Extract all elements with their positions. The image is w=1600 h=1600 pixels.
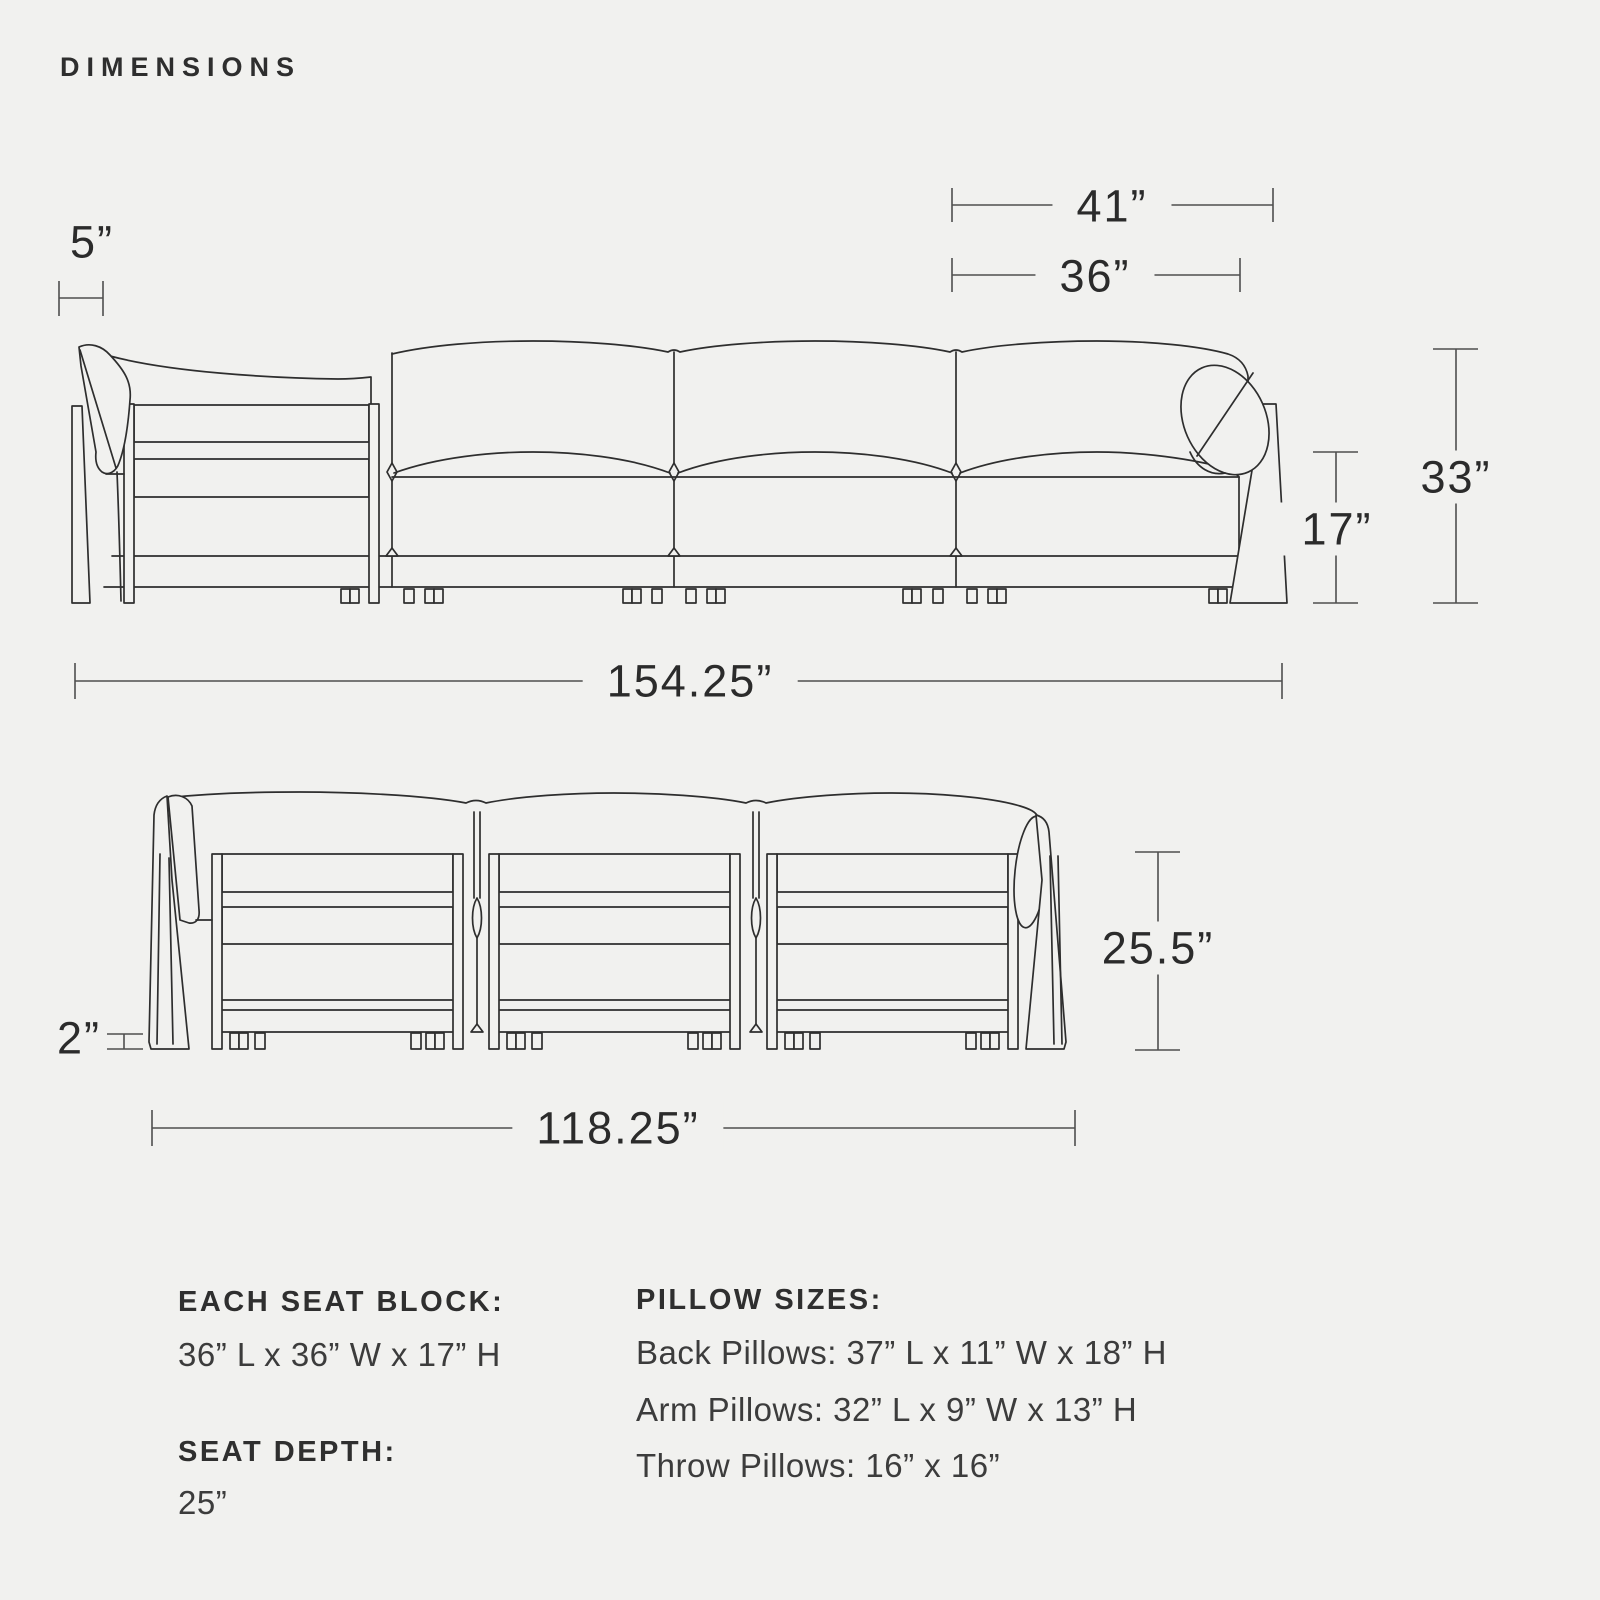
dim-label-overall-depth: 118.25” <box>512 1102 723 1155</box>
dim-label-overall-length: 154.25” <box>583 655 798 708</box>
dim-label-leg-height: 2” <box>51 1012 107 1065</box>
back-view-legs <box>230 1033 999 1049</box>
dim-label-seat-height: 17” <box>1277 503 1396 556</box>
side-view-legs <box>341 589 1227 603</box>
arm-pillows-value: Arm Pillows: 32” L x 9” W x 13” H <box>636 1391 1138 1428</box>
dim-label-arm-width: 5” <box>64 216 120 269</box>
dim-label-back-frame-height: 25.5” <box>1078 922 1239 975</box>
dim-label-seat-block-width: 36” <box>1035 250 1154 303</box>
dim-label-corner-seat-width: 41” <box>1052 180 1171 233</box>
back-pillows-value: Back Pillows: 37” L x 11” W x 18” H <box>636 1334 1167 1371</box>
left-arm <box>72 406 90 603</box>
dim-label-overall-height: 33” <box>1396 451 1515 504</box>
side-view-drawing <box>72 341 1287 603</box>
seat-block-value: 36” L x 36” W x 17” H <box>178 1336 501 1373</box>
seat-depth-heading: SEAT DEPTH: <box>178 1436 397 1468</box>
throw-pillows-value: Throw Pillows: 16” x 16” <box>636 1447 1001 1484</box>
seat-depth-value: 25” <box>178 1484 228 1521</box>
back-view-drawing <box>149 792 1066 1049</box>
pillow-sizes-heading: PILLOW SIZES: <box>636 1284 883 1316</box>
seat-block-heading: EACH SEAT BLOCK: <box>178 1286 505 1318</box>
back-frames <box>212 854 1018 1049</box>
page-title: DIMENSIONS <box>60 52 302 82</box>
corner-module <box>72 345 379 603</box>
back-left-arm <box>149 795 212 1049</box>
